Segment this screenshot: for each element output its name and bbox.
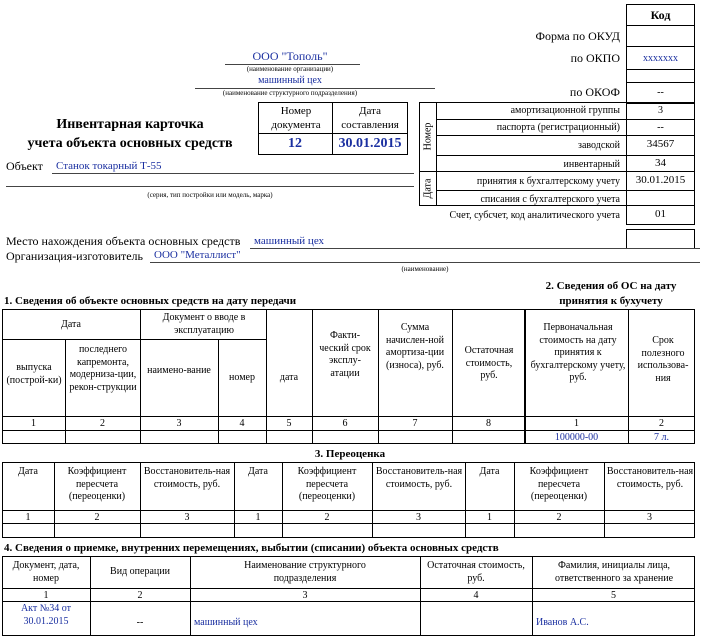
s1-num-1: 1 (31, 418, 36, 429)
s1-num-3: 3 (176, 418, 182, 429)
location-label: Место нахождения объекта основных средств (6, 234, 241, 248)
s2-life-value: 7 л. (654, 432, 669, 443)
s1-num-5: 5 (286, 418, 292, 429)
nomer-side-label: Номер (422, 122, 434, 151)
s2-num-1: 1 (574, 418, 579, 429)
s3-h-coef-2: Коэффициент пересчета (переоценки) (297, 466, 357, 502)
s1-num-4: 4 (239, 418, 245, 429)
inventory-number-value: 34 (655, 157, 666, 169)
s1-h-term: Факти-ческий срок эксплу-атации (319, 330, 371, 379)
s3-h-restore-3: Восстановитель-ная стоимость, руб. (606, 466, 694, 490)
s4-h-res: Остаточная стоимость, руб. (427, 560, 525, 584)
s1-h-name: наимено-вание (147, 365, 211, 376)
s2-cost-value: 100000-00 (554, 432, 599, 443)
section1-title: 1. Сведения об объекте основных средств на дату передачи (4, 295, 297, 307)
s1-h-number: номер (229, 372, 255, 383)
s3-num-3b: 3 (416, 512, 421, 523)
subdivision-caption: (наименование структурного подразделения) (222, 89, 358, 97)
write-off-date-label: списания с бухгалтерского учета (480, 194, 620, 205)
location-value: машинный цех (254, 235, 325, 247)
s1-num-7: 7 (412, 418, 418, 429)
s1-h-release: выпуска (построй-ки) (6, 362, 62, 386)
s1-h-residual: Остаточная стоимость, руб. (464, 345, 514, 381)
section2-title-line2: принятия к бухучету (559, 295, 663, 307)
passport-value: -- (657, 122, 664, 133)
okpo-label: по ОКПО (570, 51, 620, 65)
manufacturer-caption: (наименование) (401, 265, 449, 273)
manufacturer-label: Организация-изготовитель (6, 249, 144, 263)
s3-num-1a: 1 (25, 512, 31, 523)
s1-h-repair: последнего капремонта, модерниза-ции, рекон-струкции (69, 344, 137, 393)
doc-number-header: Номер документа (271, 105, 321, 131)
s3-num-2a: 2 (94, 512, 100, 523)
passport-label: паспорта (регистрационный) (496, 122, 620, 133)
s1-h-doc: Документ о вводе в эксплуатацию (162, 312, 246, 336)
blank-cell (626, 229, 695, 249)
object-caption: (серия, тип постройки или модель, марка) (147, 191, 273, 199)
org-name: ООО "Тополь" (252, 49, 328, 63)
s2-h-cost: Первоначальная стоимость на дату принятия к бухгалтерскому учету, руб. (530, 322, 626, 383)
okof-value: -- (657, 87, 664, 98)
okpo-value: xxxxxxx (643, 53, 678, 64)
okof-label: по ОКОФ (569, 85, 620, 99)
s2-h-life: Срок полезного использова-ния (637, 335, 689, 384)
s3-num-2c: 2 (556, 512, 562, 523)
s4-num-2: 2 (137, 590, 143, 601)
data-side-label: Дата (422, 178, 434, 199)
s3-num-3a: 3 (184, 512, 190, 523)
s4-person-value: Иванов А.С. (536, 617, 589, 628)
org-name-caption: (наименование организации) (246, 65, 334, 73)
amort-group-value: 3 (658, 105, 663, 116)
okud-label: Форма по ОКУД (535, 29, 620, 43)
account-value: 01 (655, 208, 666, 220)
s3-num-2b: 2 (324, 512, 330, 523)
s4-doc-line2: 30.01.2015 (23, 616, 69, 627)
s4-num-3: 3 (302, 590, 308, 601)
s3-h-date-1: Дата (18, 466, 38, 477)
accept-date-label: принятия к бухгалтерскому учету (476, 176, 620, 187)
section4-title: 4. Сведения о приемке, внутренних перемещениях, выбытии (списании) объекта основных средств (4, 542, 499, 554)
s4-h-person: Фамилия, инициалы лица, ответственного за хранение (554, 560, 674, 584)
s4-num-5: 5 (611, 590, 616, 601)
section3-title: 3. Переоценка (314, 448, 386, 460)
s1-h-date: Дата (61, 319, 81, 330)
s3-num-1b: 1 (255, 512, 261, 523)
s1-num-6: 6 (342, 418, 348, 429)
s3-num-3c: 3 (647, 512, 652, 523)
s1-h-amort: Сумма начислен-ной амортиза-ции (износа), руб. (385, 322, 445, 371)
s4-h-sub: Наименование структурного подразделения (244, 560, 366, 584)
s1-num-8: 8 (486, 418, 491, 429)
card-title-line2: учета объекта основных средств (27, 136, 233, 151)
s4-doc-line1: Акт №34 от (20, 603, 72, 614)
doc-number: 12 (288, 136, 302, 151)
s3-h-restore-2: Восстановитель-ная стоимость, руб. (375, 466, 463, 490)
doc-date: 30.01.2015 (338, 136, 402, 151)
card-title-line1: Инвентарная карточка (56, 117, 204, 132)
s3-h-coef-1: Коэффициент пересчета (переоценки) (67, 466, 127, 502)
s1-num-2: 2 (100, 418, 105, 429)
s3-h-date-2: Дата (248, 466, 268, 477)
amort-group-label: амортизационной группы (510, 105, 620, 116)
factory-number-value: 34567 (646, 138, 675, 150)
object-label: Объект (6, 159, 43, 173)
s1-h-docdate: дата (279, 372, 299, 383)
s3-h-restore-1: Восстановитель-ная стоимость, руб. (143, 466, 231, 490)
s4-h-doc: Документ, дата, номер (12, 560, 80, 584)
s4-num-1: 1 (43, 590, 49, 601)
doc-date-header: Дата составления (341, 105, 399, 131)
section2-title-line1: 2. Сведения об ОС на дату (545, 280, 677, 292)
s4-op-value: -- (136, 617, 144, 628)
object-value: Станок токарный Т-55 (56, 160, 162, 172)
inventory-number-label: инвентарный (563, 159, 620, 170)
factory-number-label: заводской (578, 140, 620, 151)
accept-date-value: 30.01.2015 (635, 174, 686, 186)
s4-h-op: Вид операции (110, 566, 170, 577)
codes-header: Код (650, 8, 671, 22)
account-label: Счет, субсчет, код аналитического учета (449, 210, 620, 221)
subdivision-name: машинный цех (258, 75, 322, 86)
s2-num-2: 2 (659, 418, 664, 429)
s4-sub-value: машинный цех (194, 617, 258, 628)
s3-num-1c: 1 (487, 512, 492, 523)
s4-num-4: 4 (473, 590, 479, 601)
s3-h-coef-3: Коэффициент пересчета (переоценки) (529, 466, 589, 502)
manufacturer-value: ООО "Металлист" (154, 249, 241, 261)
s3-h-date-3: Дата (479, 466, 500, 477)
